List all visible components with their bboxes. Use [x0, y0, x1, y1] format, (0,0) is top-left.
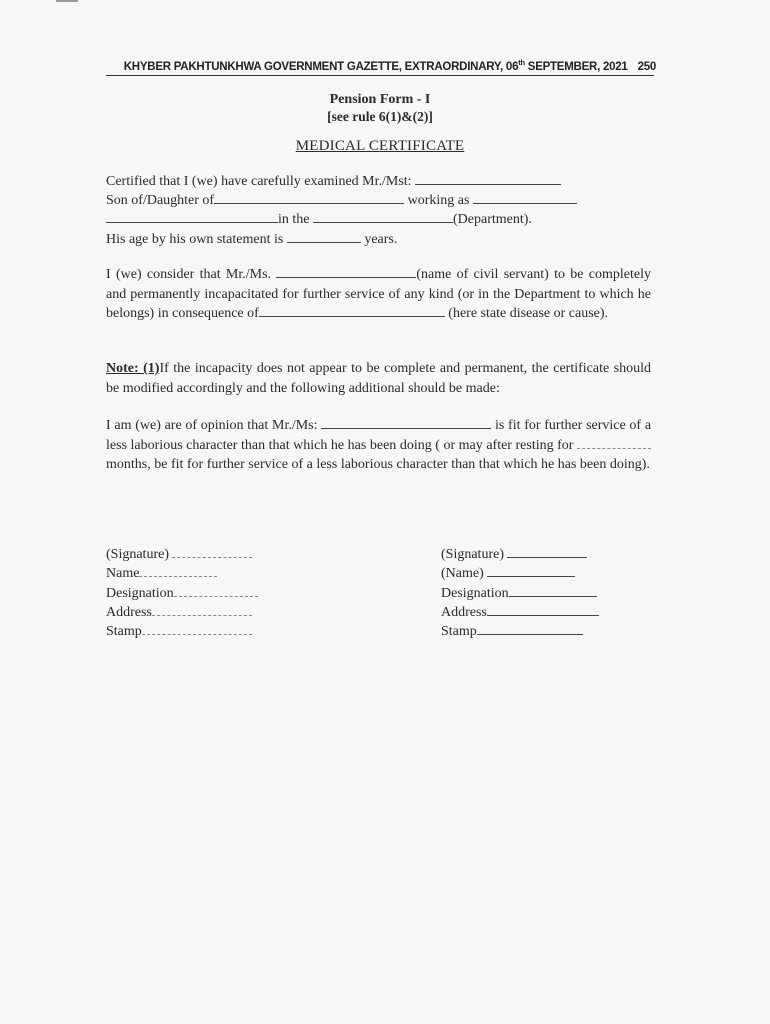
right-designation-field[interactable]: [509, 584, 597, 597]
parent-label: Son of/Daughter of: [106, 193, 215, 208]
post-field[interactable]: [106, 210, 278, 223]
working-as-label: working as: [407, 193, 470, 208]
signature-block-left: [106, 545, 258, 641]
form-rule: [see rule 6(1)&(2)]: [327, 109, 433, 124]
right-stamp-field[interactable]: [477, 622, 583, 635]
age-field[interactable]: [287, 230, 361, 243]
opinion-label: I am (we) are of opinion that Mr./Ms:: [106, 418, 318, 433]
signature-block-right: [441, 545, 599, 641]
incapacity-paragraph: [106, 265, 651, 324]
left-stamp-label: Stamp: [106, 624, 142, 640]
fit-text: is fit for further service of a less laborious character than that which he has been doing ( or may after resting for: [106, 418, 652, 453]
gazette-date: SEPTEMBER, 2021: [524, 60, 628, 73]
left-designation-field[interactable]: [174, 584, 258, 597]
in-the-label: in the: [278, 212, 310, 227]
civil-servant-name-field[interactable]: [276, 265, 416, 278]
incapacity-text: (name of civil servant) to be completely and permanently incapacitated for further service of any kind (or in the Department to which he belongs) in consequence of: [106, 267, 652, 321]
right-name-field[interactable]: [487, 564, 575, 577]
department-line: [106, 210, 532, 228]
note-label: Note: (1): [106, 361, 160, 376]
left-name-field[interactable]: [139, 564, 217, 577]
parent-line: [106, 191, 577, 209]
right-stamp-label: Stamp: [441, 624, 477, 640]
right-address-label: Address: [441, 604, 487, 620]
left-designation-label: Designation: [106, 585, 174, 601]
header-rule: [106, 75, 654, 76]
date-superscript: th: [518, 58, 525, 67]
right-address-field[interactable]: [487, 603, 599, 616]
left-signature-label: (Signature): [106, 547, 169, 562]
examined-line: [106, 172, 561, 190]
right-signature-label: (Signature): [441, 547, 504, 562]
department-field[interactable]: [313, 210, 453, 223]
left-stamp-field[interactable]: [142, 622, 252, 635]
certificate-title: MEDICAL CERTIFICATE: [295, 138, 465, 154]
examined-label: Certified that I (we) have carefully examined Mr./Mst:: [106, 174, 412, 189]
right-name-label: (Name): [441, 566, 484, 582]
gazette-title: KHYBER PAKHTUNKHWA GOVERNMENT GAZETTE, EXTRAORDINARY, 06: [123, 60, 519, 73]
department-label: (Department).: [453, 212, 532, 227]
years-label: years.: [364, 232, 398, 247]
right-signature-field[interactable]: [507, 545, 587, 558]
left-signature-field[interactable]: [172, 545, 252, 558]
note-text: If the incapacity does not appear to be complete and permanent, the certificate should be modified accordingly and the following additional should be made:: [106, 361, 651, 396]
months-text: months, be fit for further service of a less laborious character than that which he has been doing).: [106, 457, 650, 472]
left-address-label: Address: [106, 604, 152, 620]
note-paragraph: [106, 359, 651, 398]
disease-field[interactable]: [259, 304, 445, 317]
age-line: [106, 230, 397, 248]
left-address-field[interactable]: [152, 603, 252, 616]
opinion-name-field[interactable]: [321, 416, 491, 429]
working-as-field[interactable]: [473, 191, 577, 204]
months-field[interactable]: [577, 436, 651, 449]
page-number: 250: [637, 60, 656, 73]
form-name: Pension Form - I: [329, 92, 431, 107]
examined-name-field[interactable]: [415, 172, 561, 185]
state-disease-text: (here state disease or cause).: [448, 306, 609, 321]
age-label: His age by his own statement is: [106, 232, 284, 247]
left-name-label: Name: [106, 566, 140, 582]
parent-name-field[interactable]: [214, 191, 404, 204]
gazette-header: [106, 58, 656, 73]
consider-label: I (we) consider that Mr./Ms.: [106, 267, 272, 282]
right-designation-label: Designation: [441, 585, 509, 601]
scan-mark: [56, 0, 78, 2]
opinion-paragraph: [106, 416, 651, 475]
